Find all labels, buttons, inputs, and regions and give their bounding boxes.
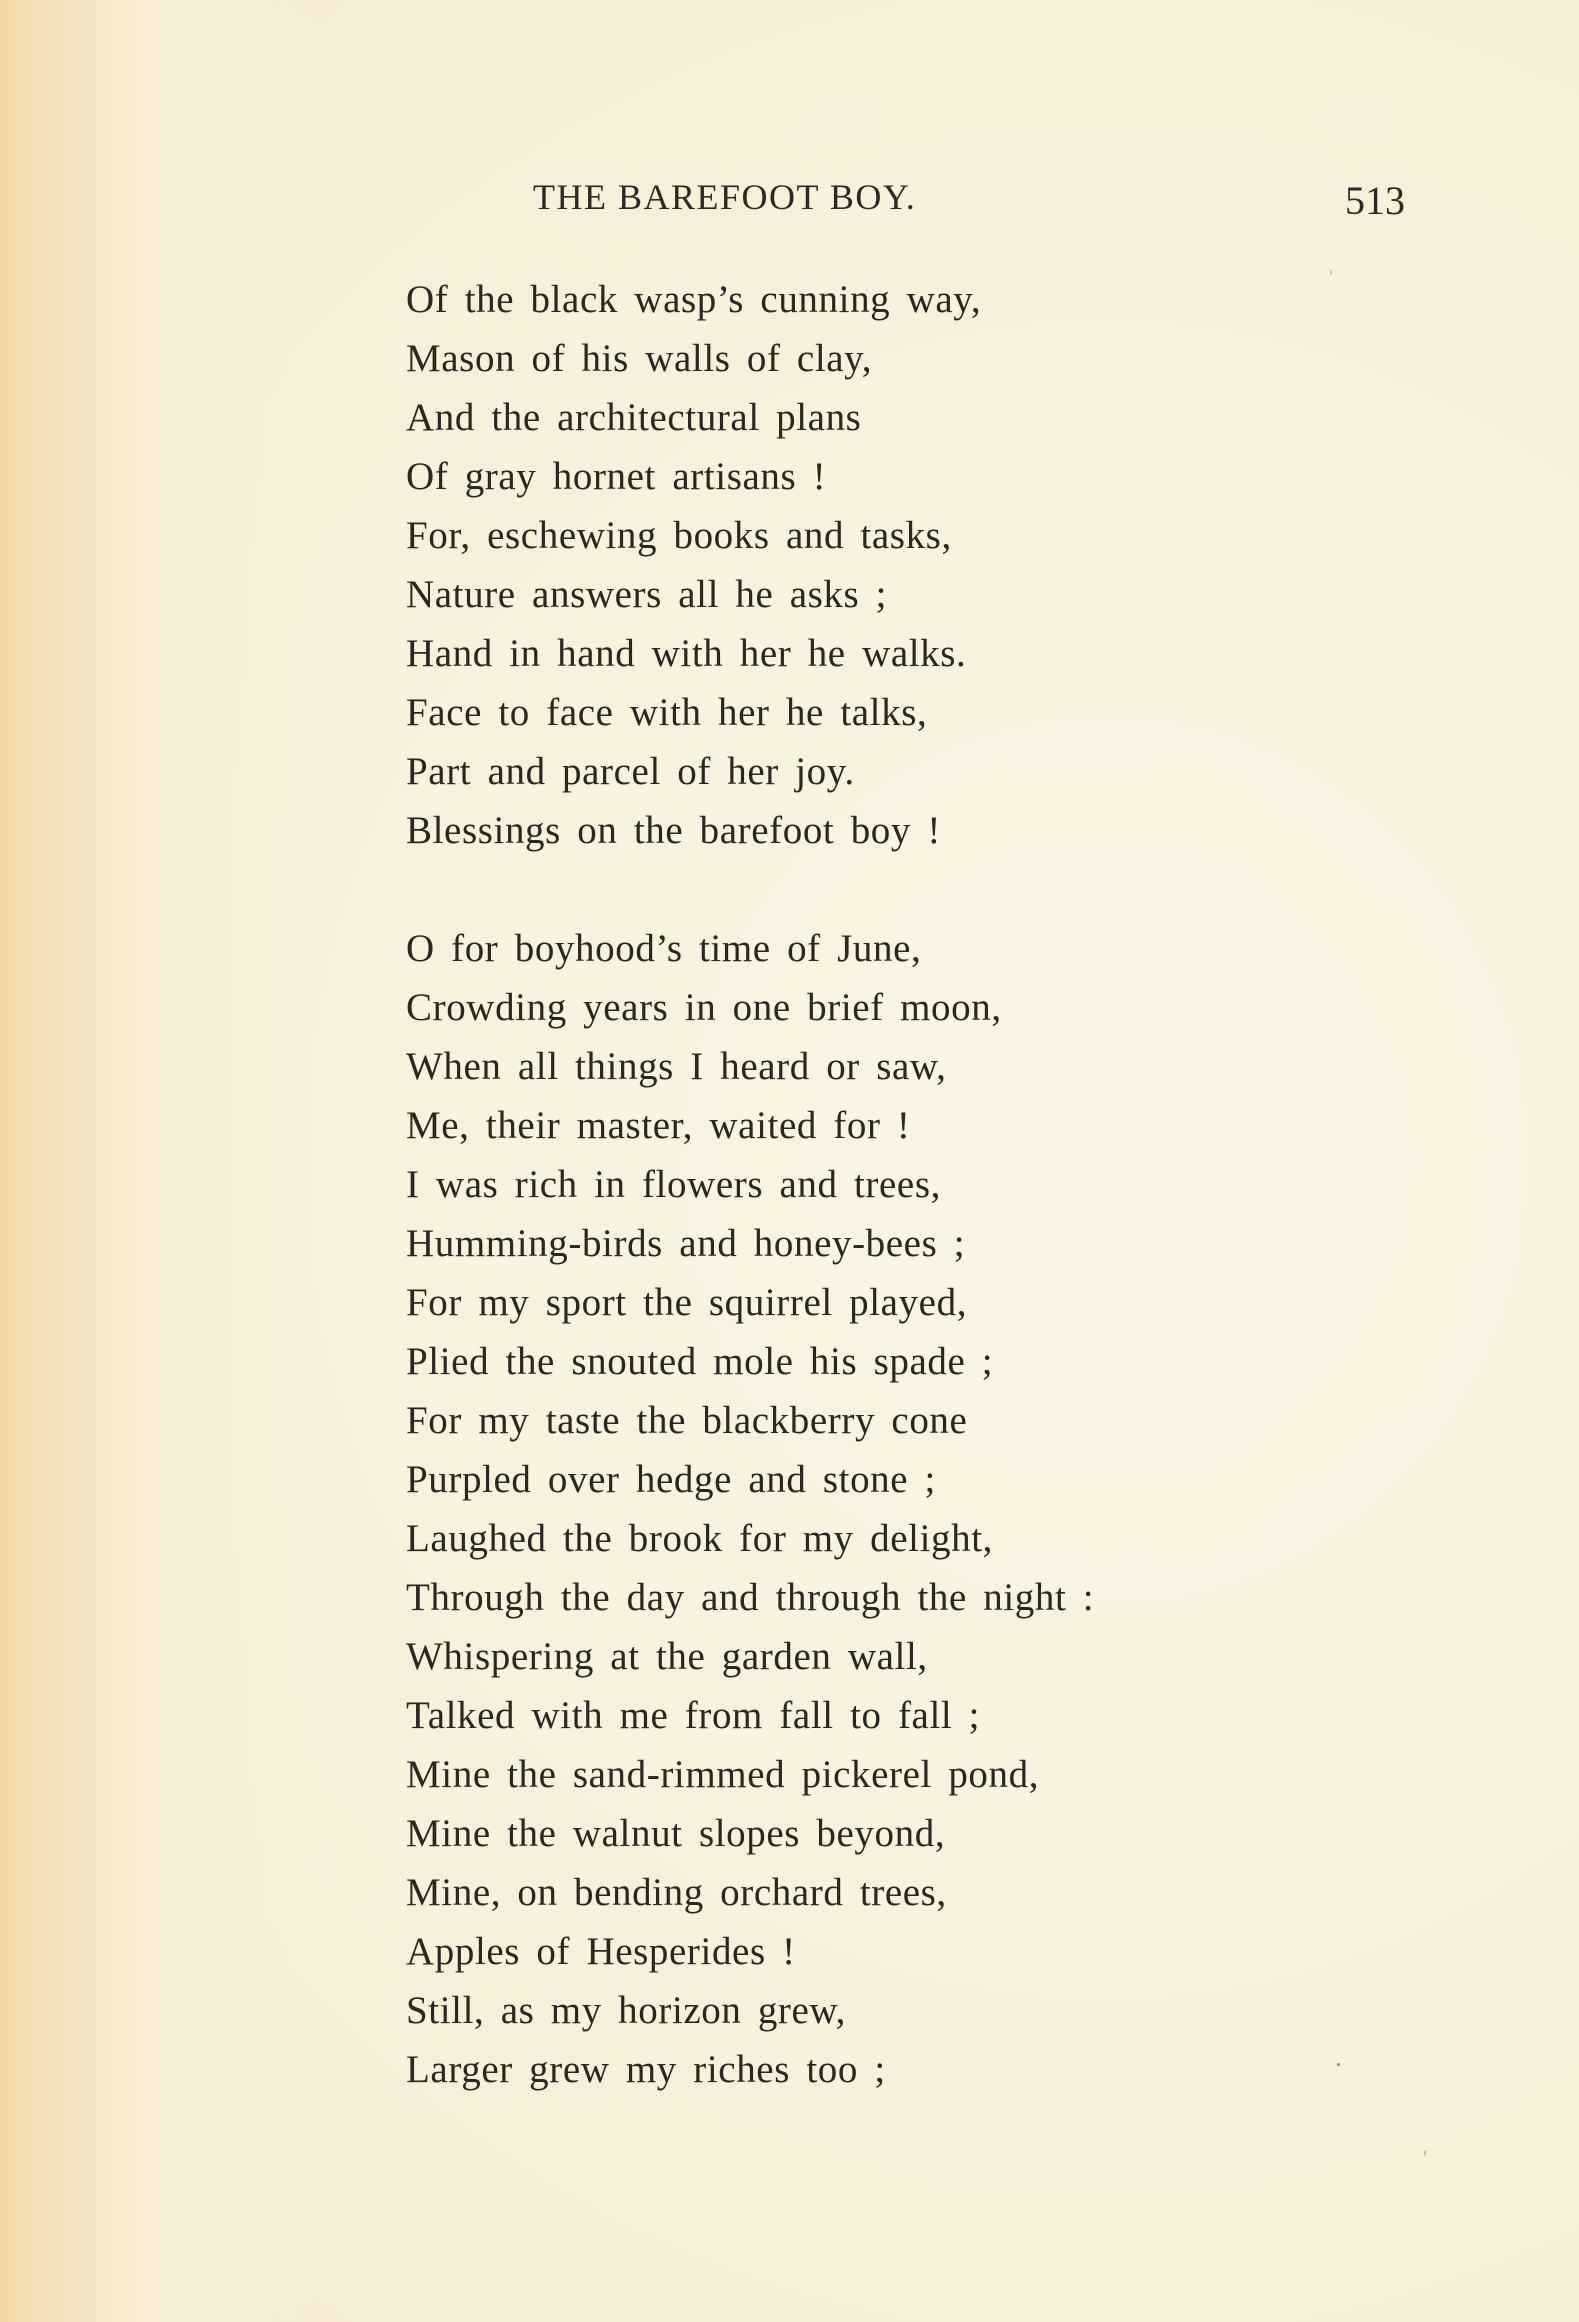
- poem-line: Blessings on the barefoot boy !: [406, 809, 941, 852]
- poem-line: Me, their master, waited for !: [406, 1104, 911, 1147]
- poem-line: Mine the walnut slopes beyond,: [406, 1812, 946, 1855]
- poem-line: Of gray hornet artisans !: [406, 455, 827, 498]
- poem-body: [406, 270, 1406, 2099]
- poem-line: I was rich in flowers and trees,: [406, 1163, 941, 1206]
- poem-line: Nature answers all he asks ;: [406, 573, 888, 616]
- poem-line: Part and parcel of her joy.: [406, 750, 855, 793]
- poem-line: Mine the sand-rimmed pickerel pond,: [406, 1753, 1040, 1796]
- poem-line: Hand in hand with her he walks.: [406, 632, 967, 675]
- poem-line: Through the day and through the night :: [406, 1576, 1095, 1619]
- paper-speck: [1330, 270, 1332, 275]
- poem-line: Still, as my horizon grew,: [406, 1989, 847, 2032]
- poem-line: For, eschewing books and tasks,: [406, 514, 952, 557]
- poem-line: Whispering at the garden wall,: [406, 1635, 928, 1678]
- poem-line: And the architectural plans: [406, 396, 862, 439]
- poem-line: Of the black wasp’s cunning way,: [406, 278, 982, 321]
- poem-line: Mine, on bending orchard trees,: [406, 1871, 947, 1914]
- poem-line: Laughed the brook for my delight,: [406, 1517, 994, 1560]
- poem-line: Larger grew my riches too ;: [406, 2048, 886, 2091]
- poem-line: For my sport the squirrel played,: [406, 1281, 968, 1324]
- poem-line: Humming-birds and honey-bees ;: [406, 1222, 966, 1265]
- poem-line: Mason of his walls of clay,: [406, 337, 873, 380]
- poem-line: Apples of Hesperides !: [406, 1930, 796, 1973]
- poem-line: Purpled over hedge and stone ;: [406, 1458, 936, 1501]
- poem-line: For my taste the blackberry cone: [406, 1399, 968, 1442]
- stanza-1: [406, 270, 1406, 860]
- paper-speck: [1424, 2150, 1426, 2156]
- poem-line: Face to face with her he talks,: [406, 691, 928, 734]
- stanza-2: [406, 919, 1406, 2099]
- poem-line: O for boyhood’s time of June,: [406, 927, 922, 970]
- paper-speck: [1337, 2063, 1340, 2066]
- poem-line: Plied the snouted mole his spade ;: [406, 1340, 994, 1383]
- page-number: 513: [1345, 178, 1405, 223]
- poem-line: Talked with me from fall to fall ;: [406, 1694, 981, 1737]
- running-title: THE BAREFOOT BOY.: [533, 177, 917, 217]
- poem-line: When all things I heard or saw,: [406, 1045, 947, 1088]
- running-head: [0, 172, 1579, 222]
- poem-line: Crowding years in one brief moon,: [406, 986, 1002, 1029]
